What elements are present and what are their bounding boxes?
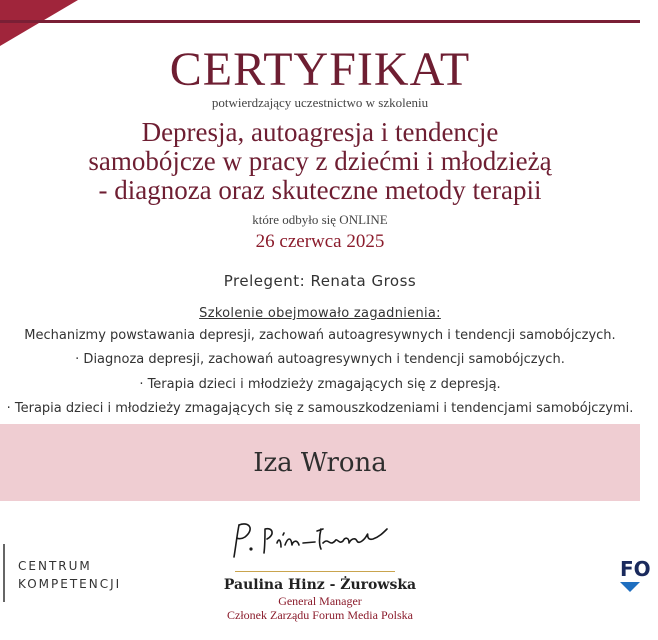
topic-item: · Terapia dzieci i młodzieży zmagających się z samouszkodzeniami i tendencjami samobójczymi. (6, 401, 634, 416)
event-date: 26 czerwca 2025 (255, 231, 385, 252)
topics-heading: Szkolenie obejmowało zagadnienia: (199, 306, 441, 321)
speaker: Prelegent: Renata Gross (223, 272, 417, 290)
forum-media-logo (618, 556, 658, 596)
certificate-title: CERTYFIKAT (169, 43, 471, 96)
forum-logo-mark (620, 582, 640, 592)
topic-item: · Terapia dzieci i młodzieży zmagających się z depresją. (139, 377, 501, 392)
handwritten-signature (225, 515, 415, 567)
certificate-subtitle: potwierdzający uczestnictwo w szkoleniu (211, 95, 429, 110)
course-title-line-2: samobójcze w pracy z dziećmi i młodzieżą (88, 146, 552, 176)
course-title (0, 118, 640, 205)
logo-line-2: KOMPETENCJI (18, 577, 122, 591)
top-border-line (0, 20, 640, 23)
topic-item: · Diagnoza depresji, zachowań autoagresywnych i tendencji samobójczych. (75, 352, 565, 367)
logo-line-1: CENTRUM (18, 559, 92, 573)
corner-decoration (0, 0, 78, 46)
course-title-line-3: - diagnoza oraz skuteczne metody terapii (98, 175, 542, 205)
forum-logo-text: FO (620, 557, 651, 581)
event-mode: które odbyło się ONLINE (252, 212, 388, 227)
course-title-line-1: Depresja, autoagresja i tendencje (141, 117, 499, 147)
signer-role: General Manager (278, 594, 362, 608)
signer-organization: Członek Zarządu Forum Media Polska (227, 608, 413, 622)
signature-line (235, 571, 395, 572)
participant-name: Iza Wrona (253, 448, 387, 478)
topic-item: Mechanizmy powstawania depresji, zachowań autoagresywnych i tendencji samobójczych. (24, 328, 616, 343)
signer-name: Paulina Hinz - Żurowska (223, 577, 417, 593)
